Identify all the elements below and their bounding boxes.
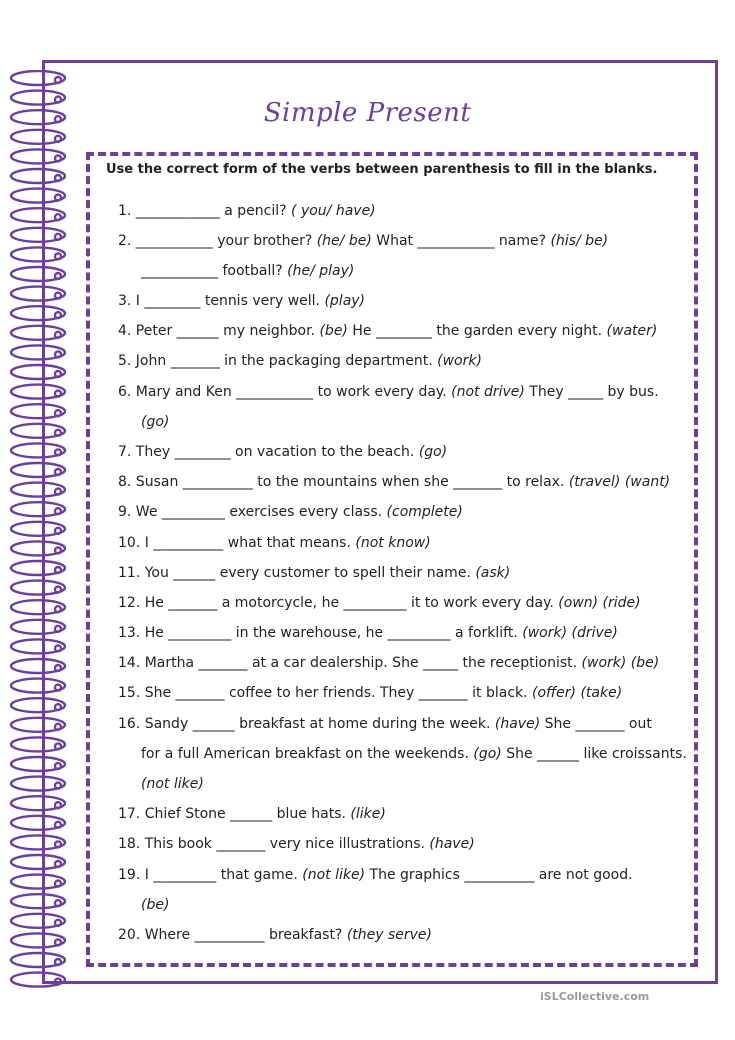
spiral-hole (55, 351, 61, 357)
exercise-line-20: 20. Where __________ breakfast? (they serve) (118, 927, 433, 943)
spiral-hole (55, 900, 61, 906)
spiral-binding (0, 70, 80, 1030)
exercise-line-16: 16. Sandy ______ breakfast at home during the week. (have) She _______ out (118, 716, 652, 732)
exercise-line-4: 4. Peter ______ my neighbor. (be) He ________ the garden every night. (water) (118, 323, 658, 339)
spiral-hole (55, 214, 61, 220)
exercise-line-15: 15. She _______ coffee to her friends. They _______ it black. (offer) (take) (118, 685, 623, 701)
instructions: Use the correct form of the verbs between parenthesis to fill in the blanks. (106, 162, 658, 177)
spiral-hole (55, 822, 61, 828)
exercise-line-1: 1. ____________ a pencil? ( you/ have) (118, 203, 376, 219)
spiral-hole (55, 489, 61, 495)
exercise-line-19-cont: (be) (141, 897, 170, 913)
exercise-line-8: 8. Susan __________ to the mountains when she _______ to relax. (travel) (want) (118, 474, 671, 490)
spiral-hole (55, 195, 61, 201)
spiral-hole (55, 155, 61, 161)
exercise-line-2-cont: ___________ football? (he/ play) (141, 263, 355, 279)
spiral-hole (55, 253, 61, 259)
spiral-hole (55, 449, 61, 455)
spiral-hole (55, 234, 61, 240)
exercise-line-7: 7. They ________ on vacation to the beach. (go) (118, 444, 448, 460)
spiral-hole (55, 312, 61, 318)
spiral-hole (55, 959, 61, 965)
spiral-hole (55, 841, 61, 847)
spiral-hole (55, 939, 61, 945)
spiral-hole (55, 547, 61, 553)
spiral-hole (55, 587, 61, 593)
exercise-line-16-cont2: (not like) (141, 776, 204, 792)
spiral-hole (55, 508, 61, 514)
spiral-hole (55, 136, 61, 142)
page-title: Simple Present (263, 98, 472, 128)
spiral-hole (55, 273, 61, 279)
exercise-line-13: 13. He _________ in the warehouse, he _________ a forklift. (work) (drive) (118, 625, 618, 641)
spiral-hole (55, 410, 61, 416)
spiral-hole (55, 77, 61, 83)
footer-watermark: iSLCollective.com (540, 990, 650, 1003)
spiral-hole (55, 175, 61, 181)
spiral-hole (55, 763, 61, 769)
spiral-hole (55, 979, 61, 985)
spiral-hole (55, 802, 61, 808)
spiral-hole (55, 743, 61, 749)
spiral-hole (55, 861, 61, 867)
spiral-hole (55, 567, 61, 573)
exercise-line-19: 19. I _________ that game. (not like) The graphics __________ are not good. (118, 867, 633, 883)
spiral-hole (55, 293, 61, 299)
exercise-line-10: 10. I __________ what that means. (not know) (118, 535, 431, 551)
spiral-hole (55, 920, 61, 926)
spiral-hole (55, 783, 61, 789)
exercise-line-6-cont: (go) (141, 414, 170, 430)
spiral-hole (55, 469, 61, 475)
spiral-hole (55, 645, 61, 651)
exercise-line-12: 12. He _______ a motorcycle, he _________ it to work every day. (own) (ride) (118, 595, 641, 611)
exercise-line-3: 3. I ________ tennis very well. (play) (118, 293, 366, 309)
exercise-line-11: 11. You ______ every customer to spell their name. (ask) (118, 565, 511, 581)
exercise-line-14: 14. Martha _______ at a car dealership. She _____ the receptionist. (work) (be) (118, 655, 660, 671)
spiral-hole (55, 528, 61, 534)
spiral-hole (55, 665, 61, 671)
exercise-line-9: 9. We _________ exercises every class. (complete) (118, 504, 463, 520)
spiral-hole (55, 724, 61, 730)
exercise-line-6: 6. Mary and Ken ___________ to work every day. (not drive) They _____ by bus. (118, 384, 659, 400)
exercise-line-2: 2. ___________ your brother? (he/ be) What ___________ name? (his/ be) (118, 233, 609, 249)
spiral-hole (55, 606, 61, 612)
spiral-hole (55, 332, 61, 338)
spiral-hole (55, 391, 61, 397)
spiral-hole (55, 704, 61, 710)
exercise-line-17: 17. Chief Stone ______ blue hats. (like) (118, 806, 386, 822)
spiral-hole (55, 430, 61, 436)
spiral-hole (55, 626, 61, 632)
exercise-line-18: 18. This book _______ very nice illustrations. (have) (118, 836, 475, 852)
spiral-hole (55, 685, 61, 691)
exercise-line-16-cont: for a full American breakfast on the weekends. (go) She ______ like croissants. (141, 746, 687, 762)
spiral-hole (55, 881, 61, 887)
spiral-hole (55, 371, 61, 377)
exercise-line-5: 5. John _______ in the packaging department. (work) (118, 353, 482, 369)
